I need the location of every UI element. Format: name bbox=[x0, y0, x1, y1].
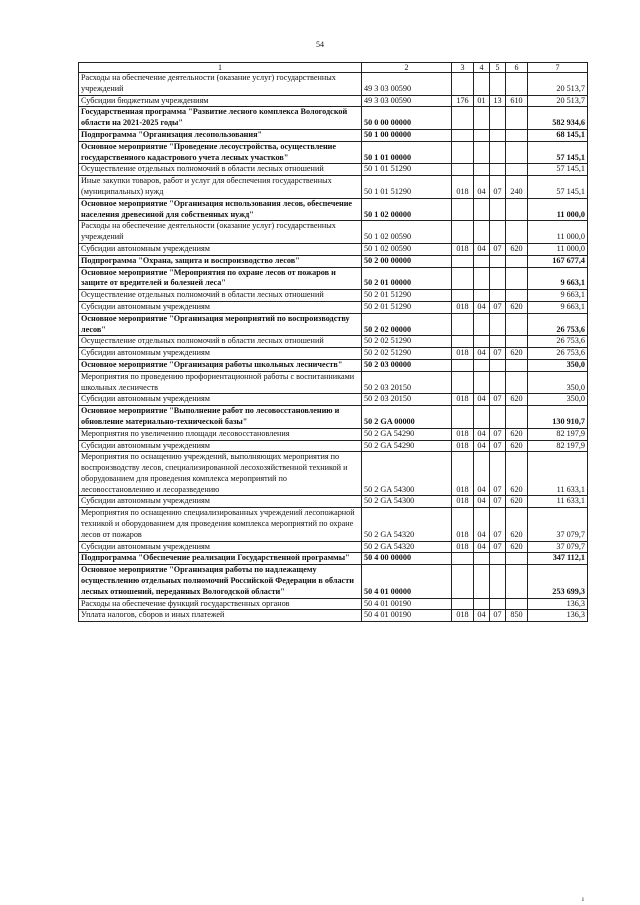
item-code: 50 4 00 00000 bbox=[362, 553, 452, 565]
item-code: 50 2 01 51290 bbox=[362, 301, 452, 313]
section-code bbox=[474, 598, 490, 610]
item-name: Мероприятия по проведению профориентационной работы с воспитанниками школьных лесничеств bbox=[79, 371, 362, 394]
section-code bbox=[474, 107, 490, 130]
budget-table bbox=[78, 62, 588, 622]
item-code: 50 4 01 00190 bbox=[362, 610, 452, 622]
table-row bbox=[79, 255, 588, 267]
header-cell: 7 bbox=[528, 63, 588, 73]
ministry-code bbox=[452, 164, 474, 176]
amount: 37 079,7 bbox=[528, 541, 588, 553]
subsection-code: 07 bbox=[490, 301, 506, 313]
item-name: Основное мероприятие "Организация использования лесов, обеспечение населения древесиной для собственных нужд" bbox=[79, 198, 362, 221]
section-code: 04 bbox=[474, 440, 490, 452]
item-code: 50 1 01 51290 bbox=[362, 176, 452, 199]
item-code: 50 1 02 00590 bbox=[362, 221, 452, 244]
table-row bbox=[79, 129, 588, 141]
expense-type-code bbox=[506, 598, 528, 610]
section-code: 04 bbox=[474, 452, 490, 496]
expense-type-code bbox=[506, 553, 528, 565]
header-row bbox=[79, 63, 588, 73]
table-row bbox=[79, 428, 588, 440]
item-name: Субсидии автономным учреждениям bbox=[79, 348, 362, 360]
ministry-code: 176 bbox=[452, 95, 474, 107]
item-code: 50 2 GA 54300 bbox=[362, 452, 452, 496]
section-code: 04 bbox=[474, 348, 490, 360]
section-code bbox=[474, 336, 490, 348]
ministry-code bbox=[452, 406, 474, 429]
expense-type-code bbox=[506, 290, 528, 302]
expense-type-code: 620 bbox=[506, 301, 528, 313]
expense-type-code: 850 bbox=[506, 610, 528, 622]
amount: 20 513,7 bbox=[528, 73, 588, 96]
subsection-code: 07 bbox=[490, 610, 506, 622]
table-row bbox=[79, 406, 588, 429]
subsection-code bbox=[490, 336, 506, 348]
header-cell: 6 bbox=[506, 63, 528, 73]
ministry-code: 018 bbox=[452, 496, 474, 508]
section-code bbox=[474, 267, 490, 290]
section-code: 04 bbox=[474, 610, 490, 622]
table-row bbox=[79, 336, 588, 348]
expense-type-code bbox=[506, 73, 528, 96]
item-name: Уплата налогов, сборов и иных платежей bbox=[79, 610, 362, 622]
ministry-code: 018 bbox=[452, 176, 474, 199]
subsection-code bbox=[490, 553, 506, 565]
ministry-code: 018 bbox=[452, 508, 474, 541]
item-name: Государственная программа "Развитие лесного комплекса Вологодской области на 2021-2025 годы" bbox=[79, 107, 362, 130]
amount: 136,3 bbox=[528, 610, 588, 622]
header-cell: 1 bbox=[79, 63, 362, 73]
ministry-code: 018 bbox=[452, 440, 474, 452]
item-name: Расходы на обеспечение деятельности (оказание услуг) государственных учреждений bbox=[79, 73, 362, 96]
subsection-code bbox=[490, 267, 506, 290]
amount: 82 197,9 bbox=[528, 428, 588, 440]
table-row bbox=[79, 73, 588, 96]
table-row bbox=[79, 452, 588, 496]
amount: 26 753,6 bbox=[528, 313, 588, 336]
expense-type-code: 620 bbox=[506, 452, 528, 496]
amount: 347 112,1 bbox=[528, 553, 588, 565]
ministry-code: 018 bbox=[452, 610, 474, 622]
section-code: 04 bbox=[474, 496, 490, 508]
subsection-code: 13 bbox=[490, 95, 506, 107]
amount: 582 934,6 bbox=[528, 107, 588, 130]
item-name: Мероприятия по увеличению площади лесовосстановления bbox=[79, 428, 362, 440]
subsection-code bbox=[490, 290, 506, 302]
expense-type-code: 620 bbox=[506, 394, 528, 406]
expense-type-code: 620 bbox=[506, 243, 528, 255]
ministry-code bbox=[452, 359, 474, 371]
item-code: 50 2 GA 54300 bbox=[362, 496, 452, 508]
subsection-code: 07 bbox=[490, 428, 506, 440]
item-name: Субсидии автономным учреждениям bbox=[79, 301, 362, 313]
subsection-code: 07 bbox=[490, 496, 506, 508]
item-code: 50 2 03 20150 bbox=[362, 394, 452, 406]
header-cell: 5 bbox=[490, 63, 506, 73]
section-code bbox=[474, 164, 490, 176]
subsection-code: 07 bbox=[490, 541, 506, 553]
ministry-code bbox=[452, 73, 474, 96]
table-row bbox=[79, 243, 588, 255]
item-name: Осуществление отдельных полномочий в области лесных отношений bbox=[79, 164, 362, 176]
table-row bbox=[79, 301, 588, 313]
subsection-code: 07 bbox=[490, 440, 506, 452]
expense-type-code bbox=[506, 406, 528, 429]
table-row bbox=[79, 164, 588, 176]
item-name: Расходы на обеспечение деятельности (оказание услуг) государственных учреждений bbox=[79, 221, 362, 244]
item-name: Основное мероприятие "Мероприятия по охране лесов от пожаров и защите от вредителей и болезней леса" bbox=[79, 267, 362, 290]
section-code bbox=[474, 359, 490, 371]
subsection-code bbox=[490, 313, 506, 336]
ministry-code bbox=[452, 336, 474, 348]
amount: 11 633,1 bbox=[528, 496, 588, 508]
item-code: 50 1 02 00000 bbox=[362, 198, 452, 221]
expense-type-code bbox=[506, 336, 528, 348]
amount: 253 699,3 bbox=[528, 565, 588, 598]
expense-type-code: 620 bbox=[506, 508, 528, 541]
amount: 9 663,1 bbox=[528, 290, 588, 302]
amount: 37 079,7 bbox=[528, 508, 588, 541]
item-name: Субсидии автономным учреждениям bbox=[79, 440, 362, 452]
ministry-code bbox=[452, 290, 474, 302]
table-row bbox=[79, 565, 588, 598]
table-row bbox=[79, 371, 588, 394]
amount: 350,0 bbox=[528, 394, 588, 406]
item-code: 50 0 00 00000 bbox=[362, 107, 452, 130]
expense-type-code: 620 bbox=[506, 496, 528, 508]
item-name: Подпрограмма "Охрана, защита и воспроизводство лесов" bbox=[79, 255, 362, 267]
item-code: 50 2 01 00000 bbox=[362, 267, 452, 290]
item-name: Основное мероприятие "Проведение лесоустройства, осуществление государственного кадастрового учета лесных участков" bbox=[79, 141, 362, 164]
ministry-code bbox=[452, 141, 474, 164]
table-row bbox=[79, 290, 588, 302]
subsection-code bbox=[490, 598, 506, 610]
item-code: 50 2 00 00000 bbox=[362, 255, 452, 267]
ministry-code bbox=[452, 198, 474, 221]
table-row bbox=[79, 394, 588, 406]
ministry-code bbox=[452, 255, 474, 267]
table-row bbox=[79, 598, 588, 610]
ministry-code bbox=[452, 267, 474, 290]
item-code: 50 2 GA 54290 bbox=[362, 440, 452, 452]
subsection-code: 07 bbox=[490, 394, 506, 406]
item-code: 50 2 02 51290 bbox=[362, 348, 452, 360]
section-code bbox=[474, 406, 490, 429]
item-code: 50 2 02 51290 bbox=[362, 336, 452, 348]
ministry-code bbox=[452, 371, 474, 394]
table-row bbox=[79, 95, 588, 107]
item-name: Субсидии автономным учреждениям bbox=[79, 496, 362, 508]
item-code: 50 1 01 51290 bbox=[362, 164, 452, 176]
item-name: Основное мероприятие "Организация работы по надлежащему осуществлению отдельных полномочий Российской Федерации в области лесных отношений, переданных Вологодской области" bbox=[79, 565, 362, 598]
item-code: 50 4 01 00000 bbox=[362, 565, 452, 598]
item-code: 50 2 GA 54320 bbox=[362, 508, 452, 541]
subsection-code: 07 bbox=[490, 348, 506, 360]
section-code bbox=[474, 565, 490, 598]
ministry-code bbox=[452, 565, 474, 598]
amount: 350,0 bbox=[528, 371, 588, 394]
section-code: 01 bbox=[474, 95, 490, 107]
subsection-code: 07 bbox=[490, 176, 506, 199]
expense-type-code bbox=[506, 565, 528, 598]
item-name: Субсидии автономным учреждениям bbox=[79, 394, 362, 406]
section-code: 04 bbox=[474, 428, 490, 440]
expense-type-code: 240 bbox=[506, 176, 528, 199]
header-cell: 2 bbox=[362, 63, 452, 73]
item-code: 50 2 GA 54320 bbox=[362, 541, 452, 553]
expense-type-code bbox=[506, 359, 528, 371]
subsection-code bbox=[490, 359, 506, 371]
item-code: 50 2 GA 54290 bbox=[362, 428, 452, 440]
expense-type-code: 610 bbox=[506, 95, 528, 107]
item-name: Осуществление отдельных полномочий в области лесных отношений bbox=[79, 336, 362, 348]
ministry-code: 018 bbox=[452, 243, 474, 255]
ministry-code bbox=[452, 107, 474, 130]
expense-type-code: 620 bbox=[506, 440, 528, 452]
expense-type-code bbox=[506, 255, 528, 267]
item-name: Подпрограмма "Обеспечение реализации Государственной программы" bbox=[79, 553, 362, 565]
amount: 20 513,7 bbox=[528, 95, 588, 107]
table-row bbox=[79, 107, 588, 130]
amount: 11 000,0 bbox=[528, 198, 588, 221]
item-code: 50 1 01 00000 bbox=[362, 141, 452, 164]
amount: 82 197,9 bbox=[528, 440, 588, 452]
table-row bbox=[79, 508, 588, 541]
amount: 11 633,1 bbox=[528, 452, 588, 496]
ministry-code: 018 bbox=[452, 394, 474, 406]
ministry-code bbox=[452, 129, 474, 141]
ministry-code: 018 bbox=[452, 301, 474, 313]
item-name: Основное мероприятие "Организация мероприятий по воспроизводству лесов" bbox=[79, 313, 362, 336]
subsection-code bbox=[490, 221, 506, 244]
section-code bbox=[474, 371, 490, 394]
ministry-code: 018 bbox=[452, 541, 474, 553]
expense-type-code: 620 bbox=[506, 428, 528, 440]
item-code: 50 2 03 00000 bbox=[362, 359, 452, 371]
section-code bbox=[474, 73, 490, 96]
table-row bbox=[79, 313, 588, 336]
table-row bbox=[79, 141, 588, 164]
ministry-code: 018 bbox=[452, 348, 474, 360]
section-code: 04 bbox=[474, 176, 490, 199]
table-row bbox=[79, 348, 588, 360]
subsection-code bbox=[490, 164, 506, 176]
header-cell: 4 bbox=[474, 63, 490, 73]
item-name: Мероприятия по оснащению учреждений, выполняющих мероприятия по воспроизводству лесов, специализированной лесохозяйственной техникой и оборудованием для проведения комплекса мероприятий по лесовосстановлению и лесоразведению bbox=[79, 452, 362, 496]
expense-type-code: 620 bbox=[506, 348, 528, 360]
expense-type-code bbox=[506, 198, 528, 221]
amount: 130 910,7 bbox=[528, 406, 588, 429]
ministry-code: 018 bbox=[452, 428, 474, 440]
amount: 11 000,0 bbox=[528, 243, 588, 255]
amount: 350,0 bbox=[528, 359, 588, 371]
expense-type-code bbox=[506, 371, 528, 394]
amount: 57 145,1 bbox=[528, 176, 588, 199]
expense-type-code bbox=[506, 164, 528, 176]
section-code bbox=[474, 198, 490, 221]
item-name: Подпрограмма "Организация лесопользования" bbox=[79, 129, 362, 141]
item-name: Субсидии автономным учреждениям bbox=[79, 541, 362, 553]
subsection-code: 07 bbox=[490, 508, 506, 541]
section-code bbox=[474, 221, 490, 244]
table-row bbox=[79, 541, 588, 553]
section-code: 04 bbox=[474, 541, 490, 553]
amount: 26 753,6 bbox=[528, 336, 588, 348]
amount: 11 000,0 bbox=[528, 221, 588, 244]
subsection-code: 07 bbox=[490, 243, 506, 255]
item-code: 49 3 03 00590 bbox=[362, 95, 452, 107]
item-code: 50 2 03 20150 bbox=[362, 371, 452, 394]
item-name: Основное мероприятие "Организация работы школьных лесничеств" bbox=[79, 359, 362, 371]
amount: 26 753,6 bbox=[528, 348, 588, 360]
item-name: Основное мероприятие "Выполнение работ по лесовосстановлению и обновление материально-технической базы" bbox=[79, 406, 362, 429]
subsection-code bbox=[490, 129, 506, 141]
item-name: Мероприятия по оснащению специализированных учреждений лесопожарной техникой и оборудованием для проведения комплекса мероприятий по охране лесов от пожаров bbox=[79, 508, 362, 541]
section-code bbox=[474, 313, 490, 336]
item-code: 50 1 02 00590 bbox=[362, 243, 452, 255]
expense-type-code bbox=[506, 221, 528, 244]
subsection-code bbox=[490, 255, 506, 267]
expense-type-code: 620 bbox=[506, 541, 528, 553]
subsection-code bbox=[490, 371, 506, 394]
ministry-code bbox=[452, 598, 474, 610]
section-code bbox=[474, 290, 490, 302]
table-row bbox=[79, 198, 588, 221]
item-name: Расходы на обеспечение функций государственных органов bbox=[79, 598, 362, 610]
item-code: 50 4 01 00190 bbox=[362, 598, 452, 610]
amount: 136,3 bbox=[528, 598, 588, 610]
subsection-code bbox=[490, 107, 506, 130]
table-row bbox=[79, 267, 588, 290]
ministry-code bbox=[452, 553, 474, 565]
expense-type-code bbox=[506, 267, 528, 290]
subsection-code bbox=[490, 73, 506, 96]
section-code: 04 bbox=[474, 301, 490, 313]
section-code: 04 bbox=[474, 243, 490, 255]
corner-mark: ı bbox=[582, 895, 584, 903]
ministry-code bbox=[452, 313, 474, 336]
item-name: Осуществление отдельных полномочий в области лесных отношений bbox=[79, 290, 362, 302]
expense-type-code bbox=[506, 129, 528, 141]
item-name: Субсидии автономным учреждениям bbox=[79, 243, 362, 255]
table-row bbox=[79, 496, 588, 508]
item-name: Иные закупки товаров, работ и услуг для обеспечения государственных (муниципальных) нужд bbox=[79, 176, 362, 199]
amount: 9 663,1 bbox=[528, 301, 588, 313]
item-name: Субсидии бюджетным учреждениям bbox=[79, 95, 362, 107]
item-code: 50 1 00 00000 bbox=[362, 129, 452, 141]
subsection-code bbox=[490, 406, 506, 429]
expense-type-code bbox=[506, 141, 528, 164]
subsection-code bbox=[490, 565, 506, 598]
amount: 9 663,1 bbox=[528, 267, 588, 290]
table-row bbox=[79, 610, 588, 622]
section-code bbox=[474, 255, 490, 267]
section-code: 04 bbox=[474, 508, 490, 541]
header-cell: 3 bbox=[452, 63, 474, 73]
table-row bbox=[79, 553, 588, 565]
page-number: 54 bbox=[316, 40, 324, 49]
table-body bbox=[79, 73, 588, 622]
ministry-code bbox=[452, 221, 474, 244]
section-code bbox=[474, 129, 490, 141]
table-row bbox=[79, 176, 588, 199]
item-code: 50 2 01 51290 bbox=[362, 290, 452, 302]
item-code: 50 2 02 00000 bbox=[362, 313, 452, 336]
subsection-code bbox=[490, 198, 506, 221]
expense-type-code bbox=[506, 107, 528, 130]
table-row bbox=[79, 359, 588, 371]
section-code bbox=[474, 141, 490, 164]
section-code: 04 bbox=[474, 394, 490, 406]
subsection-code: 07 bbox=[490, 452, 506, 496]
table-row bbox=[79, 440, 588, 452]
amount: 167 677,4 bbox=[528, 255, 588, 267]
ministry-code: 018 bbox=[452, 452, 474, 496]
section-code bbox=[474, 553, 490, 565]
amount: 68 145,1 bbox=[528, 129, 588, 141]
amount: 57 145,1 bbox=[528, 164, 588, 176]
table-row bbox=[79, 221, 588, 244]
expense-type-code bbox=[506, 313, 528, 336]
subsection-code bbox=[490, 141, 506, 164]
item-code: 50 2 GA 00000 bbox=[362, 406, 452, 429]
amount: 57 145,1 bbox=[528, 141, 588, 164]
item-code: 49 3 03 00590 bbox=[362, 73, 452, 96]
